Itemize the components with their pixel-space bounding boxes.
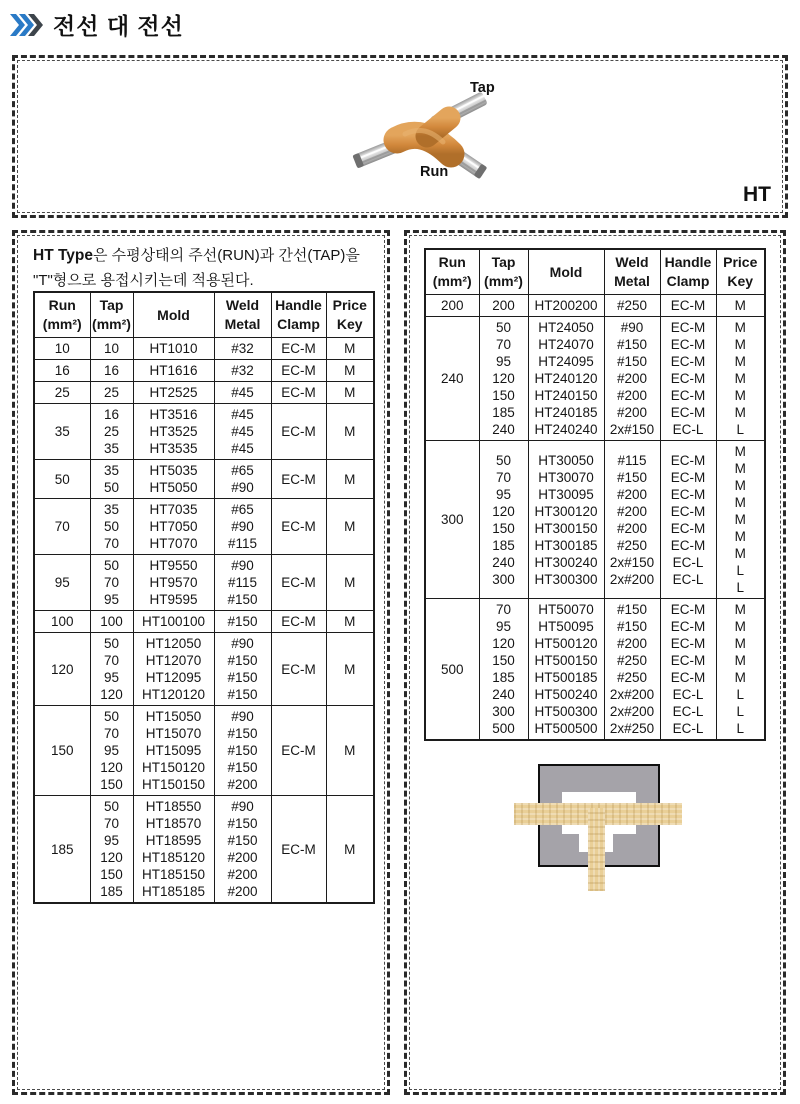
column-header: Run (mm²) bbox=[34, 292, 90, 338]
weld-metal-cell: #45 #45 #45 bbox=[214, 404, 271, 460]
handle-clamp-cell: EC-M bbox=[271, 404, 326, 460]
tap-cell: 50 70 95 120 bbox=[90, 633, 133, 706]
tap-cell: 16 25 35 bbox=[90, 404, 133, 460]
run-cell: 150 bbox=[34, 706, 90, 796]
mold-body-3d bbox=[397, 118, 451, 154]
tap-cell: 200 bbox=[479, 295, 528, 317]
mold-cell: HT100100 bbox=[133, 611, 214, 633]
run-cell: 35 bbox=[34, 404, 90, 460]
right-panel bbox=[404, 230, 786, 1095]
weld-metal-cell: #90 #150 #150 #150 bbox=[214, 633, 271, 706]
run-cell: 500 bbox=[425, 599, 479, 741]
header-row bbox=[425, 249, 765, 295]
weld-metal-cell: #45 bbox=[214, 382, 271, 404]
price-key-cell: M bbox=[326, 404, 374, 460]
price-key-cell: M M M M M M M L L bbox=[716, 441, 765, 599]
tap-label: Tap bbox=[470, 80, 495, 96]
description-text bbox=[33, 243, 381, 293]
triple-chevron-icon bbox=[10, 14, 46, 36]
table-row bbox=[34, 382, 374, 404]
handle-clamp-cell: EC-M EC-M EC-M EC-M EC-M EC-M EC-L EC-L bbox=[660, 441, 716, 599]
column-header: Weld Metal bbox=[604, 249, 660, 295]
run-cell: 240 bbox=[425, 317, 479, 441]
price-key-cell: M bbox=[326, 611, 374, 633]
column-header: Price Key bbox=[716, 249, 765, 295]
price-key-cell: M bbox=[326, 633, 374, 706]
weld-metal-cell: #32 bbox=[214, 360, 271, 382]
page-title: 전선 대 전선 bbox=[53, 13, 184, 39]
tap-cell: 35 50 70 bbox=[90, 499, 133, 555]
handle-clamp-cell: EC-M bbox=[660, 295, 716, 317]
tap-cell: 10 bbox=[90, 338, 133, 360]
price-key-cell: M bbox=[326, 382, 374, 404]
table-row bbox=[34, 360, 374, 382]
column-header: Price Key bbox=[326, 292, 374, 338]
table-row bbox=[34, 404, 374, 460]
column-header: Weld Metal bbox=[214, 292, 271, 338]
table-row bbox=[34, 706, 374, 796]
handle-clamp-cell: EC-M bbox=[271, 706, 326, 796]
page-header bbox=[10, 8, 184, 41]
description-line-2: "T"형으로 용접시키는데 적용된다. bbox=[33, 272, 254, 289]
column-header: Tap (mm²) bbox=[90, 292, 133, 338]
price-key-cell: M bbox=[326, 796, 374, 904]
mold-cell: HT9550 HT9570 HT9595 bbox=[133, 555, 214, 611]
handle-clamp-cell: EC-M EC-M EC-M EC-M EC-M EC-M EC-L bbox=[660, 317, 716, 441]
mold-cell: HT5035 HT5050 bbox=[133, 460, 214, 499]
column-header: Mold bbox=[528, 249, 604, 295]
table-row bbox=[425, 441, 765, 599]
price-key-cell: M bbox=[326, 360, 374, 382]
column-header: Mold bbox=[133, 292, 214, 338]
price-key-cell: M M M M M M L bbox=[716, 317, 765, 441]
run-cell: 16 bbox=[34, 360, 90, 382]
table-row bbox=[34, 611, 374, 633]
mold-cell: HT3516 HT3525 HT3535 bbox=[133, 404, 214, 460]
weld-metal-cell: #150 bbox=[214, 611, 271, 633]
header-row bbox=[34, 292, 374, 338]
handle-clamp-cell: EC-M bbox=[271, 338, 326, 360]
handle-clamp-cell: EC-M bbox=[271, 499, 326, 555]
table-row bbox=[425, 317, 765, 441]
price-key-cell: M bbox=[326, 460, 374, 499]
column-header: Tap (mm²) bbox=[479, 249, 528, 295]
mold-cell: HT1010 bbox=[133, 338, 214, 360]
weld-metal-cell: #250 bbox=[604, 295, 660, 317]
ht-spec-table-small bbox=[33, 291, 375, 904]
table-row bbox=[425, 599, 765, 741]
tap-cell: 25 bbox=[90, 382, 133, 404]
description-line-1: HT Type은 수평상태의 주선(RUN)과 간선(TAP)을 bbox=[33, 247, 360, 264]
tap-cell: 50 70 95 120 150 185 bbox=[90, 796, 133, 904]
table-row bbox=[34, 338, 374, 360]
handle-clamp-cell: EC-M bbox=[271, 460, 326, 499]
weld-metal-cell: #65 #90 bbox=[214, 460, 271, 499]
weld-metal-cell: #150 #150 #200 #250 #250 2x#200 2x#200 2x#250 bbox=[604, 599, 660, 741]
header-image-box bbox=[12, 55, 788, 218]
ht-spec-table-large bbox=[424, 248, 766, 741]
tap-cell: 50 70 95 bbox=[90, 555, 133, 611]
weld-metal-cell: #90 #150 #150 #150 #200 bbox=[214, 706, 271, 796]
table-row bbox=[34, 555, 374, 611]
table-row bbox=[34, 460, 374, 499]
mold-cell: HT7035 HT7050 HT7070 bbox=[133, 499, 214, 555]
run-label: Run bbox=[420, 164, 449, 180]
table-row bbox=[425, 295, 765, 317]
tap-cell: 100 bbox=[90, 611, 133, 633]
weld-metal-cell: #65 #90 #115 bbox=[214, 499, 271, 555]
t-connector-image bbox=[345, 80, 515, 200]
mold-cell: HT30050 HT30070 HT30095 HT300120 HT300150 HT300185 HT300240 HT300300 bbox=[528, 441, 604, 599]
run-cell: 50 bbox=[34, 460, 90, 499]
mold-cell: HT50070 HT50095 HT500120 HT500150 HT500185 HT500240 HT500300 HT500500 bbox=[528, 599, 604, 741]
weld-metal-cell: #32 bbox=[214, 338, 271, 360]
price-key-cell: M bbox=[326, 555, 374, 611]
price-key-cell: M M M M M L L L bbox=[716, 599, 765, 741]
price-key-cell: M bbox=[326, 499, 374, 555]
handle-clamp-cell: EC-M bbox=[271, 796, 326, 904]
run-cell: 100 bbox=[34, 611, 90, 633]
run-cell: 120 bbox=[34, 633, 90, 706]
price-key-cell: M bbox=[716, 295, 765, 317]
tap-cell: 50 70 95 120 150 bbox=[90, 706, 133, 796]
mold-cell: HT15050 HT15070 HT15095 HT150120 HT150150 bbox=[133, 706, 214, 796]
type-code-label: HT bbox=[743, 183, 771, 206]
handle-clamp-cell: EC-M bbox=[271, 382, 326, 404]
table-row bbox=[34, 796, 374, 904]
run-cell: 300 bbox=[425, 441, 479, 599]
tap-cell: 35 50 bbox=[90, 460, 133, 499]
mold-cell: HT1616 bbox=[133, 360, 214, 382]
run-cell: 25 bbox=[34, 382, 90, 404]
weld-metal-cell: #115 #150 #200 #200 #200 #250 2x#150 2x#200 bbox=[604, 441, 660, 599]
mold-cell: HT2525 bbox=[133, 382, 214, 404]
run-cell: 185 bbox=[34, 796, 90, 904]
run-cell: 10 bbox=[34, 338, 90, 360]
column-header: Handle Clamp bbox=[660, 249, 716, 295]
left-panel bbox=[12, 230, 390, 1095]
run-cell: 95 bbox=[34, 555, 90, 611]
weld-metal-cell: #90 #115 #150 bbox=[214, 555, 271, 611]
weld-metal-cell: #90 #150 #150 #200 #200 #200 2x#150 bbox=[604, 317, 660, 441]
column-header: Run (mm²) bbox=[425, 249, 479, 295]
handle-clamp-cell: EC-M bbox=[271, 360, 326, 382]
table-row bbox=[34, 499, 374, 555]
mold-cell: HT12050 HT12070 HT12095 HT120120 bbox=[133, 633, 214, 706]
mold-cell: HT200200 bbox=[528, 295, 604, 317]
tap-cell: 50 70 95 120 150 185 240 300 bbox=[479, 441, 528, 599]
handle-clamp-cell: EC-M bbox=[271, 611, 326, 633]
handle-clamp-cell: EC-M EC-M EC-M EC-M EC-M EC-L EC-L EC-L bbox=[660, 599, 716, 741]
column-header: Handle Clamp bbox=[271, 292, 326, 338]
tap-cell: 50 70 95 120 150 185 240 bbox=[479, 317, 528, 441]
run-cell: 200 bbox=[425, 295, 479, 317]
weld-metal-cell: #90 #150 #150 #200 #200 #200 bbox=[214, 796, 271, 904]
price-key-cell: M bbox=[326, 706, 374, 796]
tap-cell: 16 bbox=[90, 360, 133, 382]
handle-clamp-cell: EC-M bbox=[271, 633, 326, 706]
run-cell: 70 bbox=[34, 499, 90, 555]
mold-cell: HT24050 HT24070 HT24095 HT240120 HT240150 HT240185 HT240240 bbox=[528, 317, 604, 441]
price-key-cell: M bbox=[326, 338, 374, 360]
tap-cell: 70 95 120 150 185 240 300 500 bbox=[479, 599, 528, 741]
mold-cell: HT18550 HT18570 HT18595 HT185120 HT185150 HT185185 bbox=[133, 796, 214, 904]
handle-clamp-cell: EC-M bbox=[271, 555, 326, 611]
table-row bbox=[34, 633, 374, 706]
